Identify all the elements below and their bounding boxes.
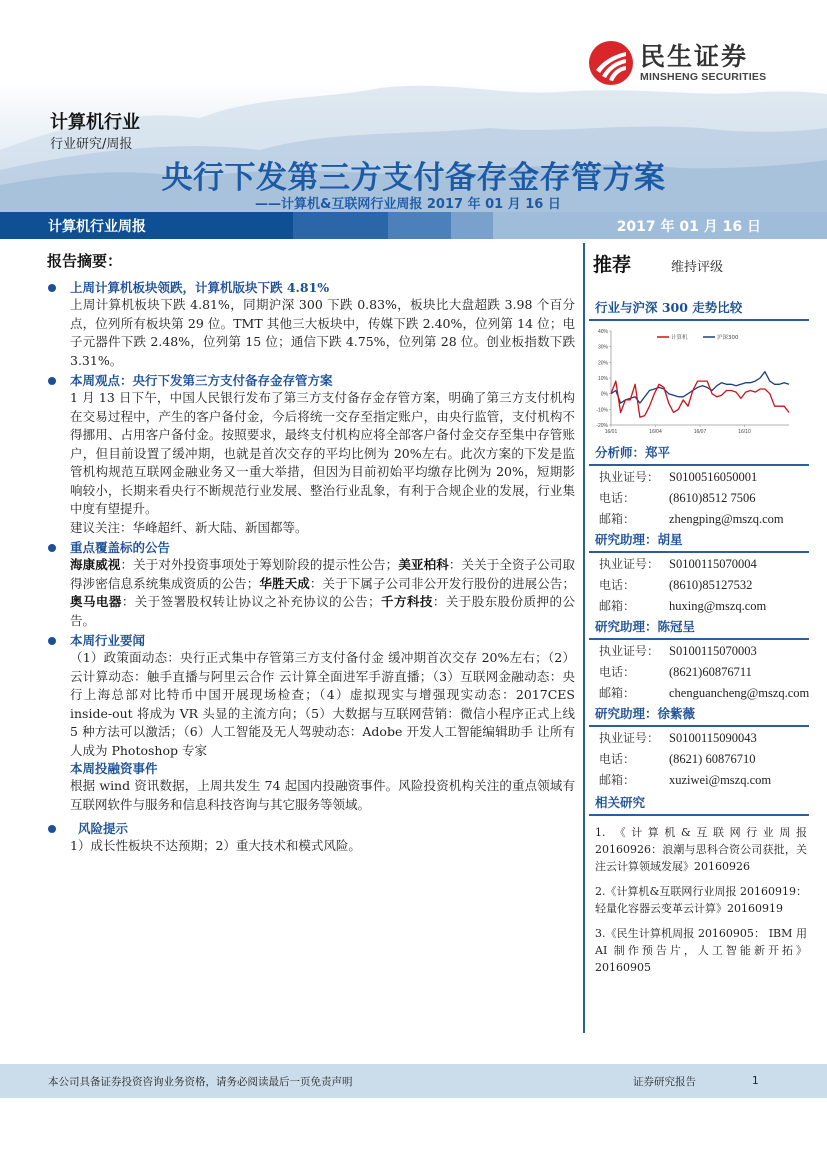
assistant-heading: 研究助理：陈冠呈 (589, 617, 809, 640)
section-title: 重点覆盖标的公告 (70, 540, 171, 555)
report-type-label: 行业研究/周报 (50, 137, 133, 152)
section-body: 1 月 13 日下午，中国人民银行发布了第三方支付备存金存管方案，明确了第三方支付机构在交易过程中，产生的客户备付金，今后将统一交存至指定账户，由央行监管，支付机构不得挪用、占用客户备付金。按照要求，最终支付机构应将全部客户备付金交存至集中存管账户，但目前设置了缓冲期，也就是首次交存的平均比例为 20%左右。此次方案的下发是监管机构规范互联网金融业务又一重大举措，但因为目前初始平均缴存比例为 20%，短期影响较小，长期来看央行不断规范行业发展、整治行业乱象，有利于合规企业的发展，行业集中度有望提升。 (70, 390, 575, 516)
sidebar-column (589, 250, 821, 976)
subsection-body-financing: 根据 wind 资讯数据，上周共发生 74 起国内投融资事件。风险投资机构关注的重点领域有互联网软件与服务和信息科技咨询与其它服务等领域。 (70, 778, 575, 812)
announcement-text: ：关于签署股权转让协议之补充协议的公告； (121, 594, 381, 609)
company-name: 奥马电器 (70, 594, 122, 609)
phone-label: 电话： (599, 578, 636, 592)
related-research-item[interactable]: 2.《计算机&互联网行业周报 20160919：轻量化容器云变革云计算》20160919 (595, 885, 807, 915)
footer-doc-type: 证券研究报告 (633, 1075, 696, 1088)
band-report-label: 计算机行业周报 (48, 219, 146, 235)
section-title: 风险提示 (78, 821, 129, 836)
svg-text:20%: 20% (597, 360, 608, 367)
rating-note: 维持评级 (671, 260, 724, 275)
company-name: 千方科技 (380, 594, 433, 609)
cert-number: S0100115070003 (669, 644, 757, 658)
cert-label: 执业证号： (599, 644, 660, 658)
phone-number: (8610)85127532 (669, 578, 753, 592)
trend-comparison-chart (589, 325, 801, 441)
phone-number: (8621)60876711 (669, 665, 752, 679)
email-link[interactable]: huxing@mszq.com (669, 599, 767, 613)
band-report-date: 2017 年 01 月 16 日 (616, 219, 761, 235)
svg-text:-20%: -20% (596, 423, 608, 429)
cert-label: 执业证号： (599, 557, 660, 571)
summary-section-industry-news (40, 632, 575, 814)
chart-heading: 行业与沪深 300 走势比较 (589, 298, 809, 321)
subsection-title-financing: 本周投融资事件 (70, 761, 158, 776)
email-link[interactable]: xuziwei@mszq.com (669, 773, 772, 787)
page-footer (0, 1064, 827, 1098)
summary-section-weekly-view (40, 372, 575, 537)
assistant-heading: 研究助理：胡星 (589, 530, 809, 553)
logo-chinese-name: 民生证券 (640, 42, 749, 71)
svg-text:40%: 40% (597, 329, 608, 335)
header-banner (0, 0, 827, 212)
bullet-icon (48, 544, 56, 552)
svg-text:沪深300: 沪深300 (717, 335, 739, 341)
svg-text:计算机: 计算机 (671, 335, 688, 341)
summary-column (40, 250, 575, 856)
bullet-icon (48, 377, 56, 385)
phone-label: 电话： (599, 752, 636, 766)
section-body: 1）成长性板块不达预期；2）重大技术和模式风险。 (70, 838, 361, 853)
summary-heading: 报告摘要： (47, 252, 123, 270)
bullet-icon (48, 637, 56, 645)
phone-label: 电话： (599, 491, 636, 505)
assistant-contact (589, 641, 821, 704)
company-name: 华胜天成 (259, 575, 310, 591)
assistant-heading: 研究助理：徐紫薇 (589, 704, 809, 727)
section-title: 上周计算机板块领跌，计算机版块下跌 4.81% (70, 280, 330, 295)
report-title: 央行下发第三方支付备存金存管方案 (161, 160, 666, 196)
cert-number: S0100115070004 (669, 557, 757, 571)
svg-text:16/10: 16/10 (738, 429, 751, 435)
email-label: 邮箱： (599, 512, 636, 526)
phone-number: (8610)8512 7506 (669, 491, 756, 505)
cert-label: 执业证号： (599, 470, 660, 484)
cert-number: S0100115090043 (669, 731, 757, 745)
phone-label: 电话： (599, 665, 636, 679)
analyst-contact (589, 467, 821, 530)
section-body: 上周计算机板块下跌 4.81%，同期沪深 300 下跌 0.83%，板块比大盘超跌 3.98 个百分点，位列所有板块第 29 位。TMT 其他三大板块中，传媒下跌 2.40%，位列第 14 位；电子元器件下跌 2.48%，位列第 15 位；通信下跌 4.75%，位列第 28 位。创业板指数下跌 3.31%。 (70, 297, 575, 368)
report-subtitle: ——计算机&互联网行业周报 2017 年 01 月 16 日 (255, 197, 561, 212)
announcement-list (70, 556, 575, 630)
cert-label: 执业证号： (599, 731, 660, 745)
announcement-text: ：关于对外投资事项处于筹划阶段的提示性公告； (120, 557, 399, 572)
line-chart-graphic (589, 325, 801, 441)
analyst-heading: 分析师：郑平 (589, 443, 809, 466)
svg-text:-10%: -10% (596, 407, 608, 414)
summary-section-weekly-performance (40, 279, 575, 370)
svg-text:16/07: 16/07 (693, 429, 707, 435)
svg-text:0%: 0% (600, 391, 608, 398)
company-logo (588, 40, 766, 86)
summary-section-company-announcements (40, 539, 575, 630)
bullet-icon (48, 825, 56, 833)
company-name: 海康威视 (70, 557, 121, 572)
email-link[interactable]: chenguancheng@mszq.com (669, 686, 810, 700)
column-divider (583, 243, 585, 1033)
email-label: 邮箱： (599, 599, 636, 613)
section-body: （1）政策面动态：央行正式集中存管第三方支付备付金 缓冲期首次交存 20%左右；（2）云计算动态：触手直播与阿里云合作 云计算全面进军手游直播；（3）互联网金融动态：央行上海总部对比特币中国开展现场检查；（4）虚拟现实与增强现实动态：2017CES inside-out 将成为 VR 头显的主流方向；（5）大数据与互联网营销：微信小程序正式上线 5 种方法可以激活；（6）人工智能及无人驾驶动态：Adobe 开发人工智能编辑助手 让所有人成为 Photoshop 专家 (70, 650, 575, 758)
announcement-text: ：关关于全资子公司取得涉密信息系统集成资质的公告； (70, 557, 575, 591)
assistant-contact (589, 728, 821, 791)
section-suggestion: 建议关注：华峰超纤、新大陆、新国都等。 (70, 519, 308, 535)
related-research-heading: 相关研究 (589, 793, 809, 816)
email-label: 邮箱： (599, 686, 636, 700)
svg-text:16/01: 16/01 (604, 429, 618, 435)
footer-disclaimer: 本公司具备证券投资咨询业务资格，请务必阅读最后一页免责声明 (48, 1075, 353, 1088)
industry-label: 计算机行业 (50, 112, 140, 133)
announcement-text: ：关于股东股份质押的公告。 (70, 594, 575, 628)
assistant-contact (589, 554, 821, 617)
cert-number: S0100516050001 (669, 470, 758, 484)
svg-text:10%: 10% (597, 376, 608, 382)
related-research-item[interactable]: 3.《民生计算机周报 20160905： IBM 用 AI 制作预告片，人工智能新开拓》20160905 (595, 927, 807, 974)
minsheng-logo-icon (588, 40, 634, 86)
company-name: 美亚柏科 (398, 557, 449, 572)
logo-english-name: MINSHENG SECURITIES (640, 71, 767, 83)
page-number: 1 (752, 1075, 759, 1087)
section-title: 本周行业要闻 (70, 633, 146, 648)
email-link[interactable]: zhengping@mszq.com (669, 512, 784, 526)
email-label: 邮箱： (599, 773, 636, 787)
section-title: 本周观点：央行下发第三方支付备存金存管方案 (70, 373, 333, 388)
bullet-icon (48, 284, 56, 292)
svg-text:30%: 30% (597, 344, 608, 351)
rating-value: 推荐 (593, 254, 632, 276)
related-research-item[interactable]: 1. 《计算机&互联网行业周报 20160926：浪潮与思科合资公司获批，关注云计算领域发展》20160926 (595, 826, 807, 873)
phone-number: (8621) 60876710 (669, 752, 756, 766)
summary-section-risk (40, 820, 575, 856)
svg-text:16/04: 16/04 (649, 429, 662, 435)
rating-row (589, 250, 821, 284)
announcement-text: ：关于下属子公司非公开发行股份的进展公告； (309, 575, 575, 591)
